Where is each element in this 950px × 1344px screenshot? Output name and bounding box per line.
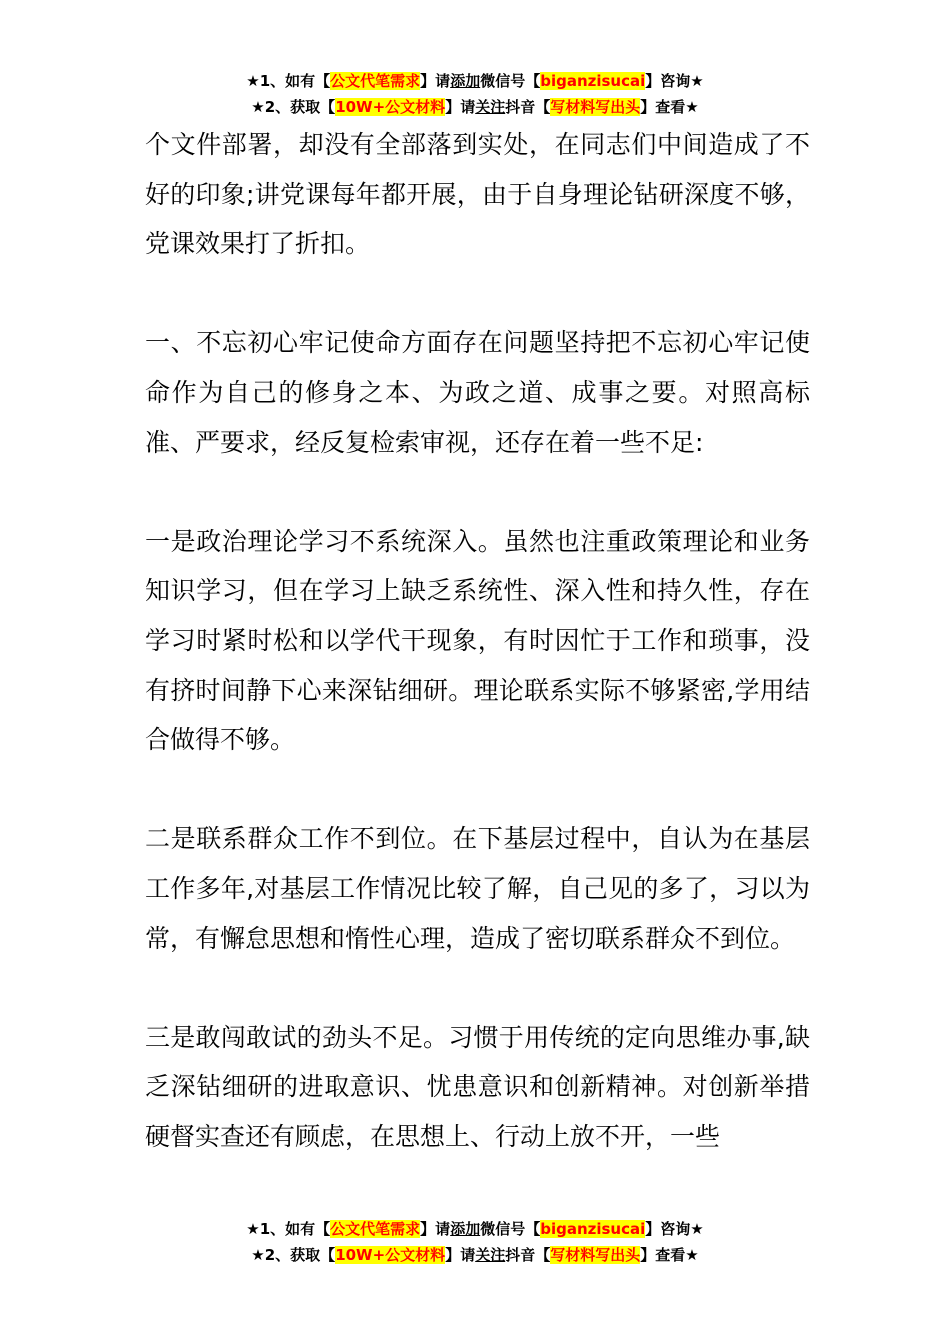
banner-line-1: ★1、如有【公文代笔需求】请添加微信号【biganzisucai】咨询★: [246, 72, 704, 90]
highlight-service: 公文代笔需求: [330, 72, 421, 90]
highlight-douyin-account: 写材料写出头: [550, 98, 641, 116]
document-body: [145, 120, 810, 1161]
paragraph: 一、不忘初心牢记使命方面存在问题坚持把不忘初心牢记使命作为自己的修身之本、为政之道、成事之要。对照高标准、严要求，经反复检索审视，还存在着一些不足:: [145, 328, 810, 457]
footer-banner: [0, 1216, 950, 1268]
banner-line-2: ★2、获取【10W+公文材料】请关注抖音【写材料写出头】查看★: [251, 1246, 699, 1264]
paragraph: 二是联系群众工作不到位。在下基层过程中，自认为在基层工作多年,对基层工作情况比较了解，自己见的多了，习以为常，有懈怠思想和惰性心理，造成了密切联系群众不到位。: [145, 824, 810, 953]
highlight-wechat-id: biganzisucai: [540, 1220, 646, 1238]
banner-line-2: ★2、获取【10W+公文材料】请关注抖音【写材料写出头】查看★: [251, 98, 699, 116]
highlight-materials: 10W+公文材料: [335, 98, 446, 116]
paragraph: 三是敢闯敢试的劲头不足。习惯于用传统的定向思维办事,缺乏深钻细研的进取意识、忧患意识和创新精神。对创新举措硬督实查还有顾虑，在思想上、行动上放不开，一些: [145, 1022, 810, 1151]
header-banner: [0, 68, 950, 120]
highlight-service: 公文代笔需求: [330, 1220, 421, 1238]
paragraph: 个文件部署，却没有全部落到实处，在同志们中间造成了不好的印象;讲党课每年都开展，由于自身理论钻研深度不够，党课效果打了折扣。: [145, 130, 810, 259]
paragraph: 一是政治理论学习不系统深入。虽然也注重政策理论和业务知识学习，但在学习上缺乏系统性、深入性和持久性，存在学习时紧时松和以学代干现象，有时因忙于工作和琐事，没有挤时间静下心来深钻细研。理论联系实际不够紧密,学用结合做得不够。: [145, 526, 810, 755]
highlight-douyin-account: 写材料写出头: [550, 1246, 641, 1264]
highlight-wechat-id: biganzisucai: [540, 72, 646, 90]
highlight-materials: 10W+公文材料: [335, 1246, 446, 1264]
banner-line-1: ★1、如有【公文代笔需求】请添加微信号【biganzisucai】咨询★: [246, 1220, 704, 1238]
